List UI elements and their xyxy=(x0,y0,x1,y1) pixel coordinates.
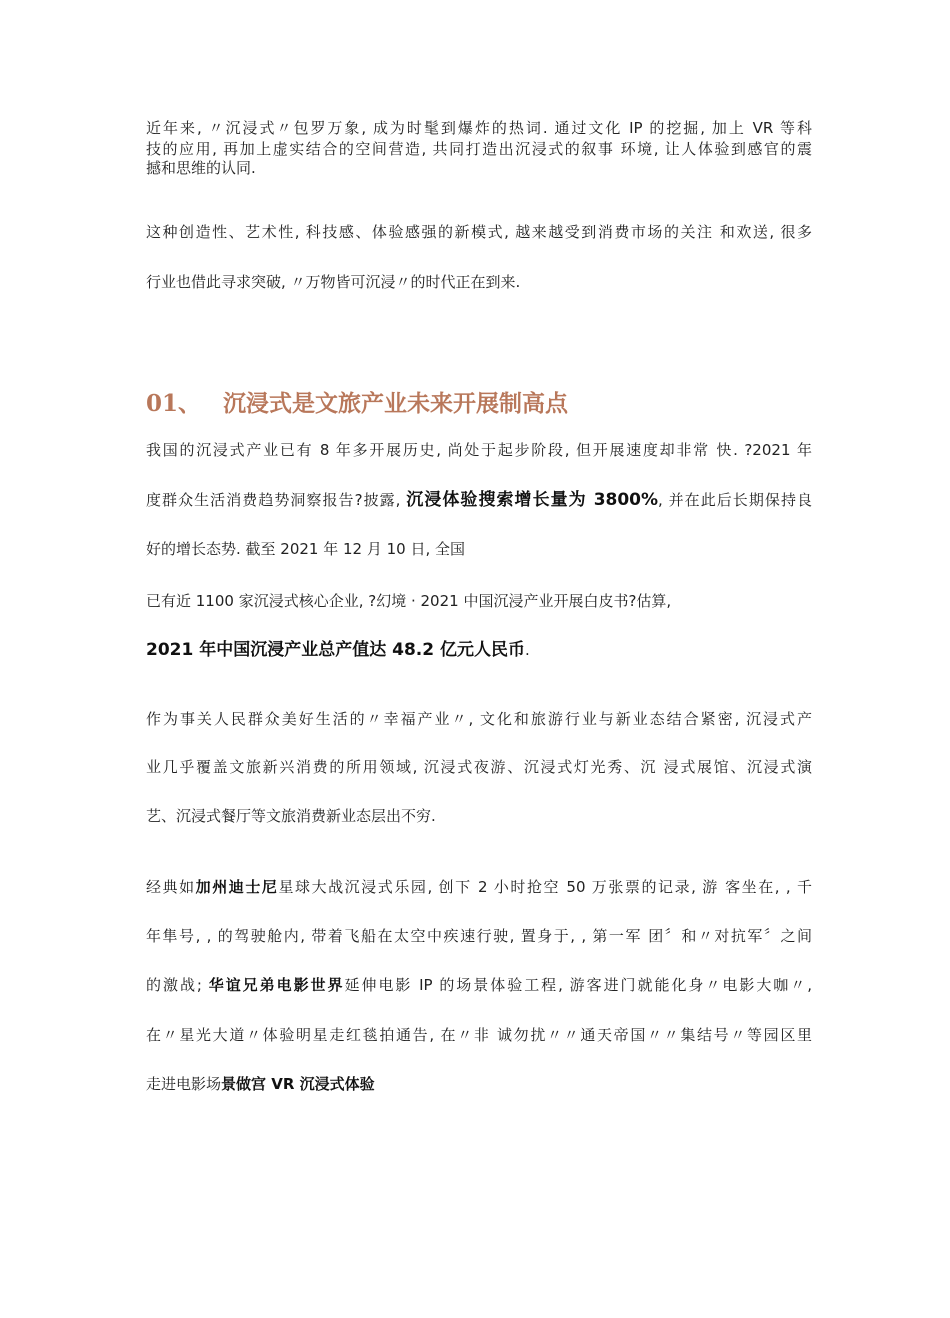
para2-line-1: 这种创造性、艺术性, 科技感、体验感强的新模式, 越来越受到消费市场的关注 和欢送, 很多 xyxy=(146,223,812,241)
para3-line-5-end: . xyxy=(525,641,530,659)
para5-line-3 xyxy=(146,975,812,995)
para4-line-3: 艺、沉浸式餐厅等文旅消费新业态层出不穷. xyxy=(146,807,436,825)
para4-line-1: 作为事关人民群众美好生活的〃幸福产业〃, 文化和旅游行业与新业态结合紧密, 沉浸式产 xyxy=(146,710,812,728)
intro-line-1: 近年来, 〃沉浸式〃包罗万象, 成为时髦到爆炸的热词. 通过文化 IP 的挖掘, 加上 VR 等科 xyxy=(146,119,812,137)
para5-line-1 xyxy=(146,877,812,897)
intro-line-3: 撼和思维的认同. xyxy=(146,159,256,177)
para3-line-2-a: 度群众生活消费趋势洞察报告?披露, xyxy=(146,491,407,509)
para5-highlight-disney: 加州迪士尼 xyxy=(195,878,279,896)
para2-line-2: 行业也借此寻求突破, 〃万物皆可沉浸〃的时代正在到来. xyxy=(146,273,521,291)
para5-line-3-a: 的激战; xyxy=(146,976,209,994)
para5-line-1-b: 星球大战沉浸式乐园, 创下 2 小时抢空 50 万张票的记录, 游 客坐在, , 千 xyxy=(278,878,812,896)
para3-line-3: 好的增长态势. 截至 2021 年 12 月 10 日, 全国 xyxy=(146,540,466,558)
para3-highlight-growth: 沉浸体验搜索增长量为 3800% xyxy=(406,490,659,510)
para5-highlight-vr: 景做宫 VR 沉浸式体验 xyxy=(221,1075,375,1093)
para5-line-4: 在〃星光大道〃体验明星走红毯拍通告, 在〃非 诚勿扰〃〃通天帝国〃〃集结号〃等园区里 xyxy=(146,1026,812,1044)
para3-line-5 xyxy=(146,640,812,660)
para5-line-5-a: 走进电影场 xyxy=(146,1075,222,1093)
para4-line-2: 业几乎覆盖文旅新兴消费的所用领域, 沉浸式夜游、沉浸式灯光秀、沉 浸式展馆、沉浸式演 xyxy=(146,758,812,776)
section-title: 沉浸式是文旅产业未来开展制高点 xyxy=(223,390,569,417)
intro-line-2: 技的应用, 再加上虚实结合的空间营造, 共同打造出沉浸式的叙事 环境, 让人体验到感官的震 xyxy=(146,140,812,158)
para5-line-2: 年隼号, , 的驾驶舱内, 带着飞船在太空中疾速行驶, 置身于, , 第一军 团〞和〃对抗军〞之间 xyxy=(146,927,812,945)
para5-line-1-a: 经典如 xyxy=(146,878,196,896)
para3-line-1: 我国的沉浸式产业已有 8 年多开展历史, 尚处于起步阶段, 但开展速度却非常 快. ?2021 年 xyxy=(146,441,812,459)
section-number: 01、 xyxy=(146,390,202,417)
para3-highlight-output: 2021 年中国沉浸产业总产值达 48.2 亿元人民币 xyxy=(146,640,526,660)
para5-line-5 xyxy=(146,1074,812,1094)
para3-line-2 xyxy=(146,490,812,510)
para5-highlight-huayi: 华谊兄弟电影世界 xyxy=(208,976,345,994)
section-heading xyxy=(146,386,812,422)
para3-line-2-b: , 并在此后长期保持良 xyxy=(658,491,812,509)
para5-line-3-b: 延伸电影 IP 的场景体验工程, 游客进门就能化身〃电影大咖〃, xyxy=(344,976,812,994)
para3-line-4: 已有近 1100 家沉浸式核心企业, ?幻境 · 2021 中国沉浸产业开展白皮书?估算, xyxy=(146,592,672,610)
